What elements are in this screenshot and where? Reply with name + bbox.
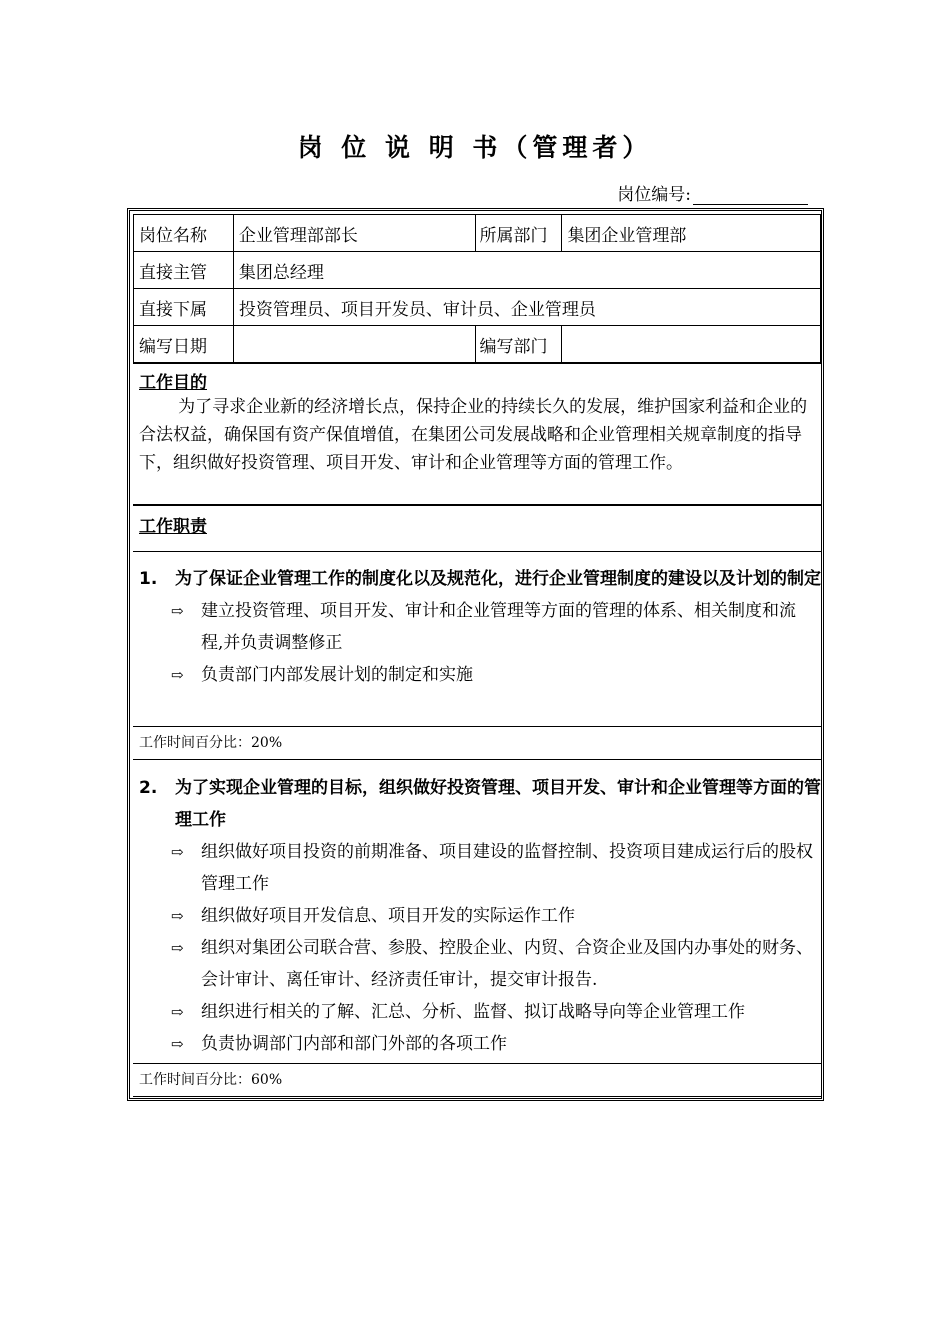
duty-number: 2. xyxy=(139,778,158,798)
list-item xyxy=(133,836,821,900)
list-item-text: 负责部门内部发展计划的制定和实施 xyxy=(201,665,473,685)
list-item xyxy=(133,932,821,996)
work-time-percentage: 工作时间百分比：60% xyxy=(133,1063,821,1097)
position-code-field[interactable] xyxy=(693,186,808,205)
duties-heading: 工作职责 xyxy=(139,517,207,537)
list-item xyxy=(133,659,821,691)
list-item-text: 组织做好项目投资的前期准备、项目建设的监督控制、投资项目建成运行后的股权管理工作 xyxy=(201,842,813,894)
info-table xyxy=(133,214,821,363)
writer-dept-label: 编写部门 xyxy=(476,326,562,363)
arrow-icon: ⇨ xyxy=(171,939,184,957)
arrow-icon: ⇨ xyxy=(171,666,184,684)
page-title: 岗 位 说 明 书（管理者） xyxy=(297,133,653,162)
date-value[interactable] xyxy=(233,326,476,363)
list-item-text: 组织做好项目开发信息、项目开发的实际运作工作 xyxy=(201,906,575,926)
table-row xyxy=(134,289,821,326)
date-label: 编写日期 xyxy=(134,326,234,363)
purpose-heading: 工作目的 xyxy=(139,373,207,393)
position-code-label: 岗位编号: xyxy=(617,185,691,205)
subordinates-label: 直接下属 xyxy=(134,289,234,326)
position-code-line xyxy=(560,180,808,205)
dept-label: 所属部门 xyxy=(476,215,562,252)
duty-title-text: 为了保证企业管理工作的制度化以及规范化，进行企业管理制度的建设以及计划的制定 xyxy=(175,569,821,589)
list-item-text: 建立投资管理、项目开发、审计和企业管理等方面的管理的体系、相关制度和流程,并负责调整修正 xyxy=(201,601,796,653)
writer-dept-value[interactable] xyxy=(562,326,821,363)
duty-title xyxy=(133,563,821,595)
list-item xyxy=(133,900,821,932)
name-value: 企业管理部部长 xyxy=(233,215,476,252)
list-item-text: 组织对集团公司联合营、参股、控股企业、内贸、合资企业及国内办事处的财务、会计审计、离任审计、经济责任审计，提交审计报告. xyxy=(201,938,813,990)
duty-number: 1. xyxy=(139,569,158,589)
arrow-icon: ⇨ xyxy=(171,1035,184,1053)
purpose-text: 为了寻求企业新的经济增长点，保持企业的持续长久的发展，维护国家利益和企业的合法权益，确保国有资产保值增值，在集团公司发展战略和企业管理相关规章制度的指导下，组织做好投资管理、项目开发、审计和企业管理等方面的管理工作。 xyxy=(139,397,808,473)
table-row xyxy=(134,215,821,252)
duty-title xyxy=(133,772,821,836)
list-item xyxy=(133,595,821,659)
arrow-icon: ⇨ xyxy=(171,602,184,620)
supervisor-label: 直接主管 xyxy=(134,252,234,289)
table-row xyxy=(134,326,821,363)
table-row xyxy=(134,252,821,289)
purpose-section xyxy=(133,362,821,502)
subordinates-value: 投资管理员、项目开发员、审计员、企业管理员 xyxy=(233,289,820,326)
arrow-icon: ⇨ xyxy=(171,843,184,861)
duty-title-text: 为了实现企业管理的目标，组织做好投资管理、项目开发、审计和企业管理等方面的管理工作 xyxy=(175,778,821,830)
duty-item xyxy=(133,563,821,691)
list-item xyxy=(133,1028,821,1060)
arrow-icon: ⇨ xyxy=(171,1003,184,1021)
list-item-text: 负责协调部门内部和部门外部的各项工作 xyxy=(201,1034,507,1054)
list-item-text: 组织进行相关的了解、汇总、分析、监督、拟订战略导向等企业管理工作 xyxy=(201,1002,745,1022)
dept-value: 集团企业管理部 xyxy=(562,215,821,252)
job-description-form xyxy=(127,208,824,1101)
arrow-icon: ⇨ xyxy=(171,907,184,925)
supervisor-value: 集团总经理 xyxy=(233,252,820,289)
duty-item xyxy=(133,772,821,1060)
name-label: 岗位名称 xyxy=(134,215,234,252)
duties-section xyxy=(133,504,821,552)
list-item xyxy=(133,996,821,1028)
work-time-percentage: 工作时间百分比：20% xyxy=(133,726,821,760)
